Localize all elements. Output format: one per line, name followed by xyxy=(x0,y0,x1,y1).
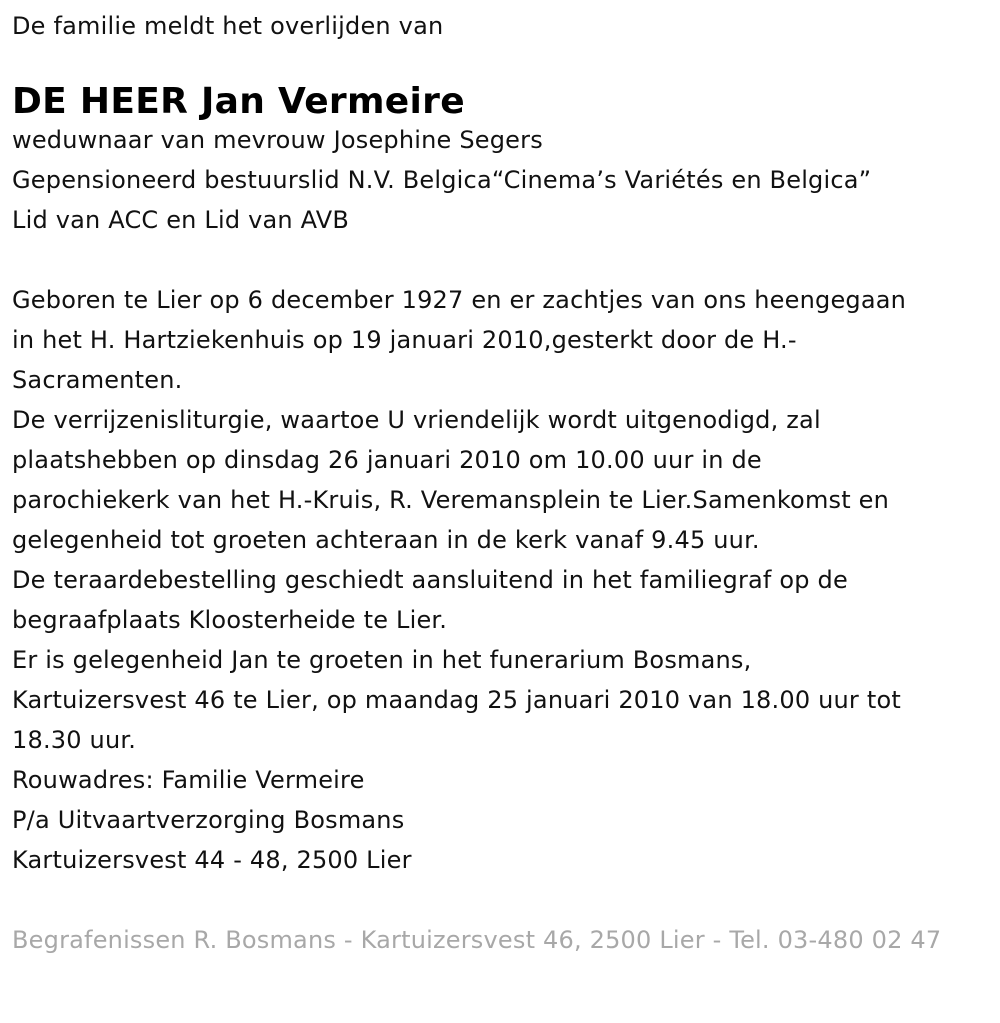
body-line: in het H. Hartziekenhuis op 19 januari 2010,gesterkt door de H.- xyxy=(12,326,797,354)
body-line: Er is gelegenheid Jan te groeten in het funerarium Bosmans, xyxy=(12,646,752,674)
address-line: P/a Uitvaartverzorging Bosmans xyxy=(12,806,405,834)
body-line: plaatshebben op dinsdag 26 januari 2010 om 10.00 uur in de xyxy=(12,446,762,474)
spouse-line: weduwnaar van mevrouw Josephine Segers xyxy=(12,126,543,154)
notice-body xyxy=(12,280,988,880)
career-line: Gepensioneerd bestuurslid N.V. Belgica“Cinema’s Variétés en Belgica” xyxy=(12,166,872,194)
body-line: Sacramenten. xyxy=(12,366,183,394)
body-line: Geboren te Lier op 6 december 1927 en er zachtjes van ons heengegaan xyxy=(12,286,907,314)
deceased-name: DE HEER Jan Vermeire xyxy=(12,81,465,122)
deceased-details xyxy=(12,120,988,240)
address-line: Kartuizersvest 44 - 48, 2500 Lier xyxy=(12,846,412,874)
address-line: Rouwadres: Familie Vermeire xyxy=(12,766,365,794)
body-line: De teraardebestelling geschiedt aansluitend in het familiegraf op de xyxy=(12,566,848,594)
funeral-home-footer: Begrafenissen R. Bosmans - Kartuizersvest 46, 2500 Lier - Tel. 03-480 02 47 xyxy=(12,926,942,954)
body-line: De verrijzenisliturgie, waartoe U vriendelijk wordt uitgenodigd, zal xyxy=(12,406,821,434)
intro-text: De familie meldt het overlijden van xyxy=(12,12,444,40)
membership-line: Lid van ACC en Lid van AVB xyxy=(12,206,350,234)
body-line: 18.30 uur. xyxy=(12,726,137,754)
body-line: gelegenheid tot groeten achteraan in de kerk vanaf 9.45 uur. xyxy=(12,526,760,554)
body-line: parochiekerk van het H.-Kruis, R. Veremansplein te Lier.Samenkomst en xyxy=(12,486,890,514)
body-line: begraafplaats Kloosterheide te Lier. xyxy=(12,606,448,634)
body-line: Kartuizersvest 46 te Lier, op maandag 25 januari 2010 van 18.00 uur tot xyxy=(12,686,901,714)
